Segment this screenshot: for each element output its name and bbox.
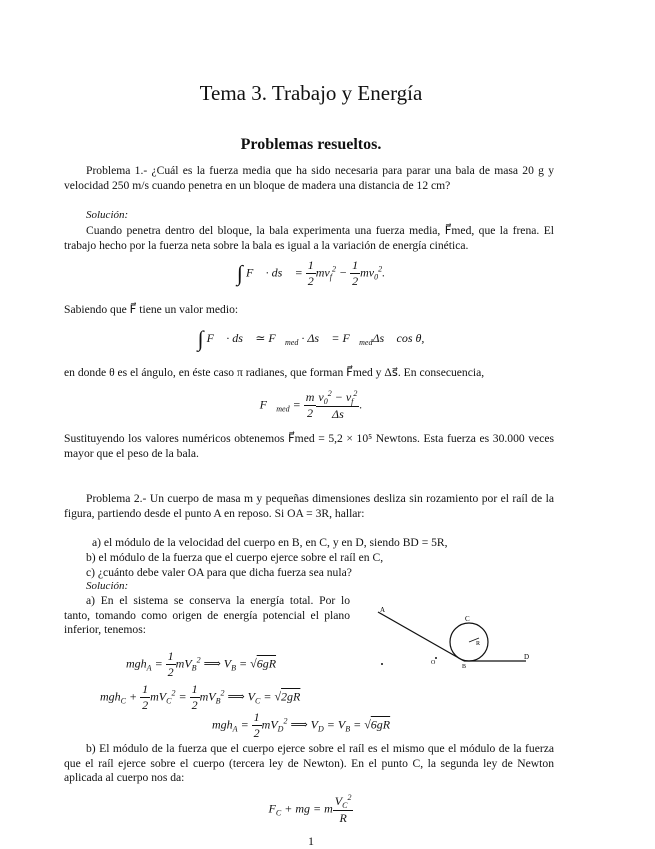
page-number: 1 (308, 834, 314, 848)
section-subtitle: Problemas resueltos. (240, 136, 382, 153)
problem-1-solution-label: Solución: (86, 209, 129, 221)
problem-1-statement: Problema 1.- ¿Cuál es la fuerza media que ha sido necesaria para parar una bala de masa 20 g y velocidad 250 m/s cuando penetra en un bloque de madera una distancia de 12 cm? (64, 164, 554, 192)
equation-vc: mgh$_C$ + $\frac{1}{2}$ $mV_C^2$ = $\frac{1}{2}$ $mV_B^2$ ⟹ $V_C = √2gR$ (100, 682, 301, 712)
problem-2-solution-a: a) En el sistema se conserva la energía total. Por lo tanto, tomando como origen de energía potencial el plano inferior, tenemos: (64, 594, 350, 637)
label-B: B (462, 664, 467, 670)
problem-2-item-a: a) el módulo de la velocidad del cuerpo en B, en C, y en D, siendo BD = 5R, (92, 536, 448, 549)
problem-2-solution-label: Solución: (86, 580, 129, 592)
problem-2-item-b: b) el módulo de la fuerza que el cuerpo ejerce sobre el raíl en C, (86, 551, 384, 564)
problem-1-text-1: Cuando penetra dentro del bloque, la bala experimenta una fuerza media, F⃗med, que la frena. El trabajo hecho por la fuerza neta sobre la bala es igual a la variación de energía cinética. (64, 224, 554, 252)
label-C: C (465, 615, 470, 623)
equation-fmed: $F⃗_{med}$ = $\frac{m}{2}$ $\frac{v_0^2 - v_f^2}{\Delta s}$ . (259, 389, 363, 421)
problem-2-statement: Problema 2.- Un cuerpo de masa m y pequeñas dimensiones desliza sin rozamiento por el raíl de la figura, partiendo desde el punto A en reposo. Si OA = 3R, hallar: (64, 492, 554, 520)
problem-2-solution-b: b) El módulo de la fuerza que el cuerpo ejerce sobre el raíl es el mismo que el módulo de la fuerza que el raíl ejerce sobre el cuerpo (tercera ley de Newton). En el punto C, la segunda ley de Newton aplicada al cuerpo nos da: (64, 742, 554, 785)
equation-mean-force: ∫ F⃗ · ds⃗ ≃ $F⃗_{med}$ · Δs⃗ = $F⃗_{med}\Delta s⃗$ cos θ, (197, 326, 425, 351)
label-O: O (431, 660, 436, 666)
equation-vb: mgh$_A$ = $\frac{1}{2}$ $mV_B^2$ ⟹ $V_B = √6gR$ (126, 649, 277, 679)
problem-1-text-3: en donde θ es el ángulo, en éste caso π radianes, que forman F⃗med y Δs⃗. En consecuencia, (64, 366, 485, 379)
page-title: Tema 3. Trabajo y Energía (199, 81, 423, 105)
problem-2-item-c: c) ¿cuánto debe valer OA para que dicha fuerza sea nula? (86, 566, 352, 579)
equation-vd: mgh$_A$ = $\frac{1}{2}$ $mV_D^2$ ⟹ $V_D = V_B = √6gR$ (212, 710, 391, 740)
point-O-dot (435, 657, 437, 659)
problem-1-text-4: Sustituyendo los valores numéricos obtenemos F⃗med = 5,2 × 10⁵ Newtons. Esta fuerza es 30.000 veces mayor que el peso de la bala. (64, 432, 554, 460)
label-A: A (380, 606, 386, 614)
rail-figure (376, 604, 538, 676)
label-D: D (524, 653, 530, 661)
label-R: R (476, 641, 481, 647)
ground-dot (381, 663, 383, 665)
equation-newton-c: $F_C$ + mg = m $\frac{V_C^2}{R}$ (268, 793, 352, 825)
problem-1-text-2: Sabiendo que F⃗ tiene un valor medio: (64, 303, 239, 316)
equation-work-energy: ∫ F⃗ · ds⃗ = $\frac{1}{2}$ $mv_f^2$ − $\frac{1}{2}$ $mv_0^2$. (236, 258, 386, 288)
